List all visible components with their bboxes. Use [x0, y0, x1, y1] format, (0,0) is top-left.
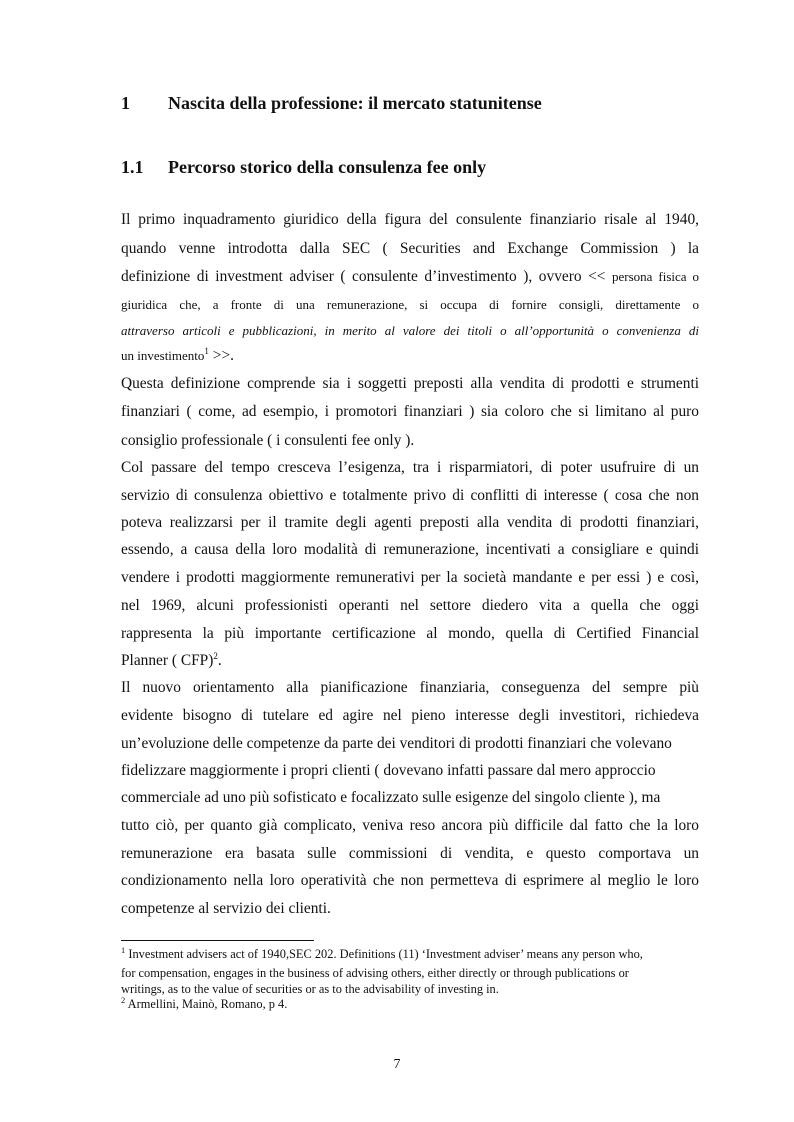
text-line: [121, 652, 222, 670]
section-title: Percorso storico della consulenza fee only: [168, 157, 487, 177]
text-line: Questa definizione comprende sia i soggetti preposti alla vendita di prodotti e strumenti: [121, 375, 699, 392]
footnote-ref-1[interactable]: 1: [204, 345, 209, 356]
chapter-heading: [121, 93, 542, 114]
text-line: essendo, a causa della loro modalità di remunerazione, incentivati a consigliare e quindi: [121, 541, 699, 558]
text-line: quando venne introdotta dalla SEC ( Securities and Exchange Commission ) la: [121, 240, 699, 257]
text-line: [121, 347, 234, 365]
text-span: definizione di investment adviser ( consulente d’investimento ), ovvero <<: [121, 268, 606, 285]
footnote-mark-2: 2: [121, 994, 126, 1005]
section-number: 1.1: [121, 157, 144, 177]
chapter-number: 1: [121, 93, 130, 113]
footnote-text: Armellini, Mainò, Romano, p 4.: [125, 997, 288, 1011]
text-line: tutto ciò, per quanto già complicato, veniva reso ancora più difficile dal fatto che la loro: [121, 817, 699, 834]
quote-end: un investimento: [121, 348, 205, 363]
footnote-ref-2[interactable]: 2: [213, 650, 218, 661]
text-line: remunerazione era basata sulle commissioni di vendita, e questo comportava un: [121, 845, 699, 862]
text-line: nel 1969, alcuni professionisti operanti nel settore diedero vita a quella che oggi: [121, 597, 699, 614]
footnote-mark-1: 1: [121, 944, 126, 955]
quote-line: giuridica che, a fronte di una remunerazione, si occupa di fornire consigli, direttamente o: [121, 297, 699, 312]
footnote-1: [121, 944, 643, 962]
footnote-2: [121, 994, 288, 1012]
text-line: competenze al servizio dei clienti.: [121, 900, 331, 917]
text-line: vendere i prodotti maggiormente remunerativi per la società mandante e per essi ) e così,: [121, 569, 699, 586]
text-line: servizio di consulenza obiettivo e totalmente privo di conflitti di interesse ( cosa che non: [121, 487, 699, 504]
footnote-text-line: writings, as to the value of securities or as to the advisability of investing in.: [121, 982, 499, 996]
text-line: finanziari ( come, ad esempio, i promotori finanziari ) sia coloro che si limitano al puro: [121, 403, 699, 420]
text-line: fidelizzare maggiormente i propri clienti ( dovevano infatti passare dal mero approccio: [121, 762, 656, 779]
text-line: [121, 268, 699, 286]
text-line: condizionamento nella loro operatività che non permetteva di esprimere al meglio le loro: [121, 872, 699, 889]
text-span: Planner ( CFP): [121, 652, 214, 669]
quote-close: >>.: [208, 347, 234, 364]
quote-start: persona fisica o: [612, 269, 699, 284]
section-heading: [121, 157, 486, 178]
text-line: Col passare del tempo cresceva l’esigenza, tra i risparmiatori, di poter usufruire di un: [121, 459, 699, 476]
text-line: poteva realizzarsi per il tramite degli agenti preposti alla vendita di prodotti finanziari,: [121, 514, 699, 531]
text-line: un’evoluzione delle competenze da parte dei venditori di prodotti finanziari che volevano: [121, 735, 672, 752]
footnote-text-line: for compensation, engages in the business of advising others, either directly or through publications or: [121, 966, 629, 980]
text-line: evidente bisogno di tutelare ed agire nel pieno interesse degli investitori, richiedeva: [121, 707, 699, 724]
quote-line-italic: attraverso articoli e pubblicazioni, in merito al valore dei titoli o all’opportunità o convenienza di: [121, 323, 699, 338]
footnote-separator: [121, 940, 314, 941]
text-line: rappresenta la più importante certificazione al mondo, quella di Certified Financial: [121, 625, 699, 642]
text-line: commerciale ad uno più sofisticato e focalizzato sulle esigenze del singolo cliente ), ma: [121, 789, 661, 806]
footnote-text: Investment advisers act of 1940,SEC 202. Definitions (11) ‘Investment adviser’ means any person who,: [125, 947, 643, 961]
text-line: consiglio professionale ( i consulenti fee only ).: [121, 432, 415, 449]
chapter-title: Nascita della professione: il mercato statunitense: [168, 93, 542, 113]
page-number: 7: [393, 1057, 401, 1072]
text-line: Il nuovo orientamento alla pianificazione finanziaria, conseguenza del sempre più: [121, 679, 699, 696]
text-line: Il primo inquadramento giuridico della figura del consulente finanziario risale al 1940,: [121, 211, 699, 228]
text-span: .: [217, 652, 222, 669]
